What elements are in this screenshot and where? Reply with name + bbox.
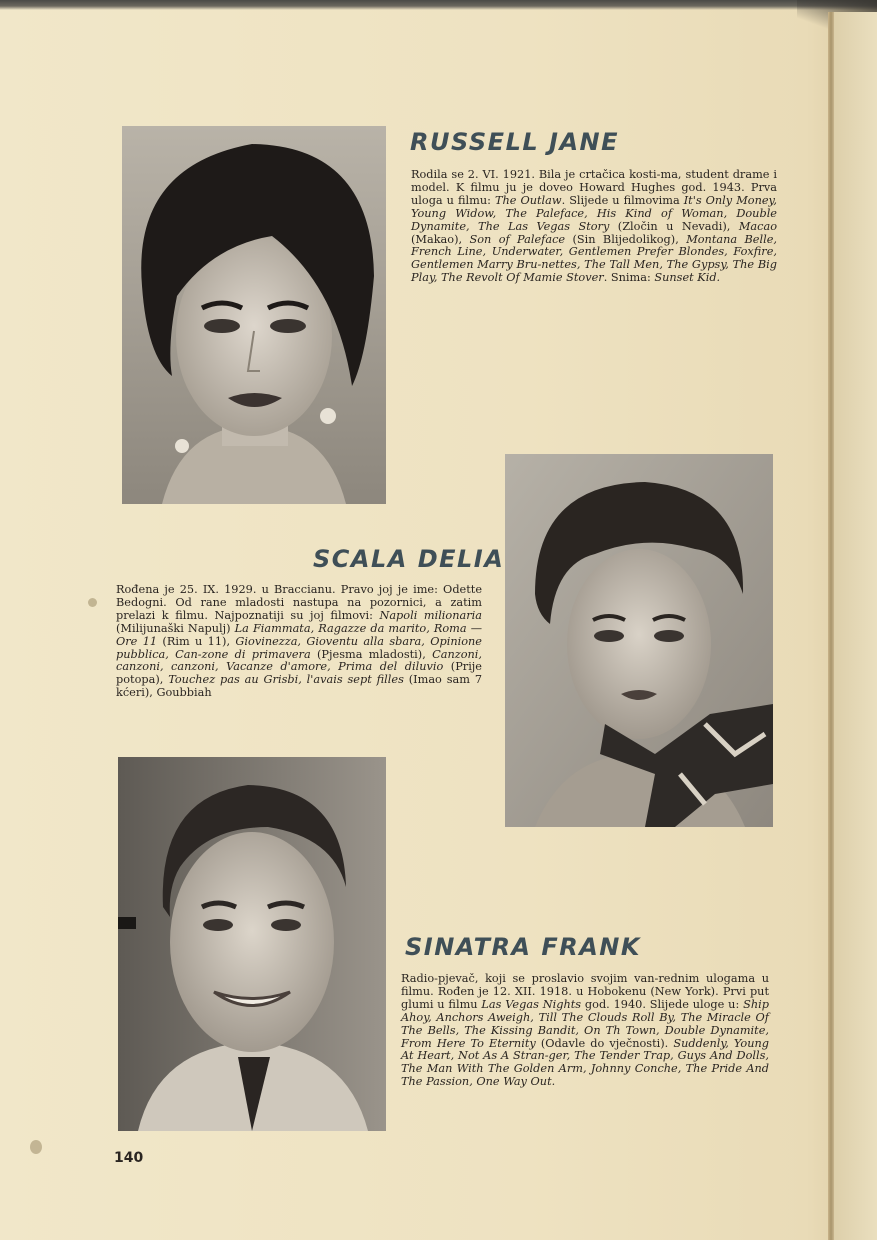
film-titles: Son of Paleface [469,232,566,246]
portrait-russell-jane [122,126,386,504]
bio-text: (Odavle do vječnosti). [535,1036,674,1050]
biography-russell-jane [411,169,777,285]
film-titles: Sunset Kid. [654,271,721,285]
film-titles: Montana Belle, French Line, Underwater, Gentlemen Prefer Blondes, Foxfire, Gentlemen Marry Bru-nettes, The Tall Men, The Gypsy, The Big Play, The Revolt Of Mamie Stover [411,232,777,285]
film-titles: Suddenly, Young At Heart, Not As A Stran-ger, The Tender Trap, Guys And Dolls, The Man With The Golden Arm, Johnny Conche, The Pride And The Passion, One Way Out. [401,1036,769,1089]
bio-text: (Imao sam 7 kćeri), Goubbiah [116,673,483,700]
biography-scala-delia [116,584,482,700]
actor-name-scala-delia: SCALA DELIA [313,545,505,573]
bio-text: (Prije potopa), [116,660,482,687]
film-titles: Napoli milionaria [379,608,482,622]
bio-text: (Pjesma mladosti), [310,647,433,661]
bio-text: god. 1940. Slijede uloge u: [581,997,744,1011]
film-titles: The Outlaw [494,193,562,207]
film-titles: It's Only Money, Young Widow, The Paleface, His Kind of Woman, Double Dynamite, The Las Vegas Story [411,193,778,233]
film-titles: Las Vegas Nights [481,997,582,1011]
bio-text: (Makao), [411,232,470,246]
adjacent-page-edge [834,12,877,1240]
bio-text: (Milijunaški Napulj) [116,621,235,635]
film-titles: Giovinezza, Gioventu alla sbara, Opinione pubblica, Can-zone di primavera [116,634,482,661]
portrait-sinatra-frank [118,757,386,1131]
film-titles: Ship Ahoy, Anchors Aweigh, Till The Clouds Roll By, The Miracle Of The Bells, The Kissing Bandit, On Th Town, Double Dynamite, From Here To Eternity [401,997,769,1050]
paper-stain [30,1140,42,1154]
bio-text: (Rim u 11), [157,634,236,648]
actor-name-sinatra-frank: SINATRA FRANK [405,933,641,961]
bio-text: . Slijede u filmovima [561,193,684,207]
bio-text: (Zločin u Nevadi), [609,219,739,233]
page-top-edge [0,0,877,10]
bio-text: . Snima: [603,271,655,285]
portrait-scala-delia [505,454,773,827]
film-titles: Touchez pas au Grisbi, l'avais sept filles [168,673,404,687]
paper-stain [88,598,97,607]
film-titles: Macao [738,219,777,233]
bio-text: Rođena je 25. IX. 1929. u Braccianu. Pravo joj je ime: Odette Bedogni. Od rane mladosti nastupa na pozornici, a zatim prelazi k filmu. Najpoznatiji su joj filmovi: [116,583,482,622]
page-number: 140 [114,1150,144,1166]
bio-text: Radio-pjevač, koji se proslavio svojim van-rednim ulogama u filmu. Rođen je 12. XII. 1918. u Hobokenu (New York). Prvi put glumi u filmu [401,972,769,1011]
biography-sinatra-frank [401,973,769,1089]
bio-text: Rodila se 2. VI. 1921. Bila je crtačica kosti-ma, student drame i model. K filmu ju je doveo Howard Hughes god. 1943. Prva uloga u filmu: [411,168,777,207]
bio-text: (Sin Blijedolikog), [565,232,687,246]
film-titles: Canzoni, canzoni, canzoni, Vacanze d'amore, Prima del diluvio [116,647,482,674]
actor-name-russell-jane: RUSSELL JANE [410,128,620,156]
film-titles: La Fiammata, Ragazze da marito, Roma — Ore 11 [116,621,482,648]
